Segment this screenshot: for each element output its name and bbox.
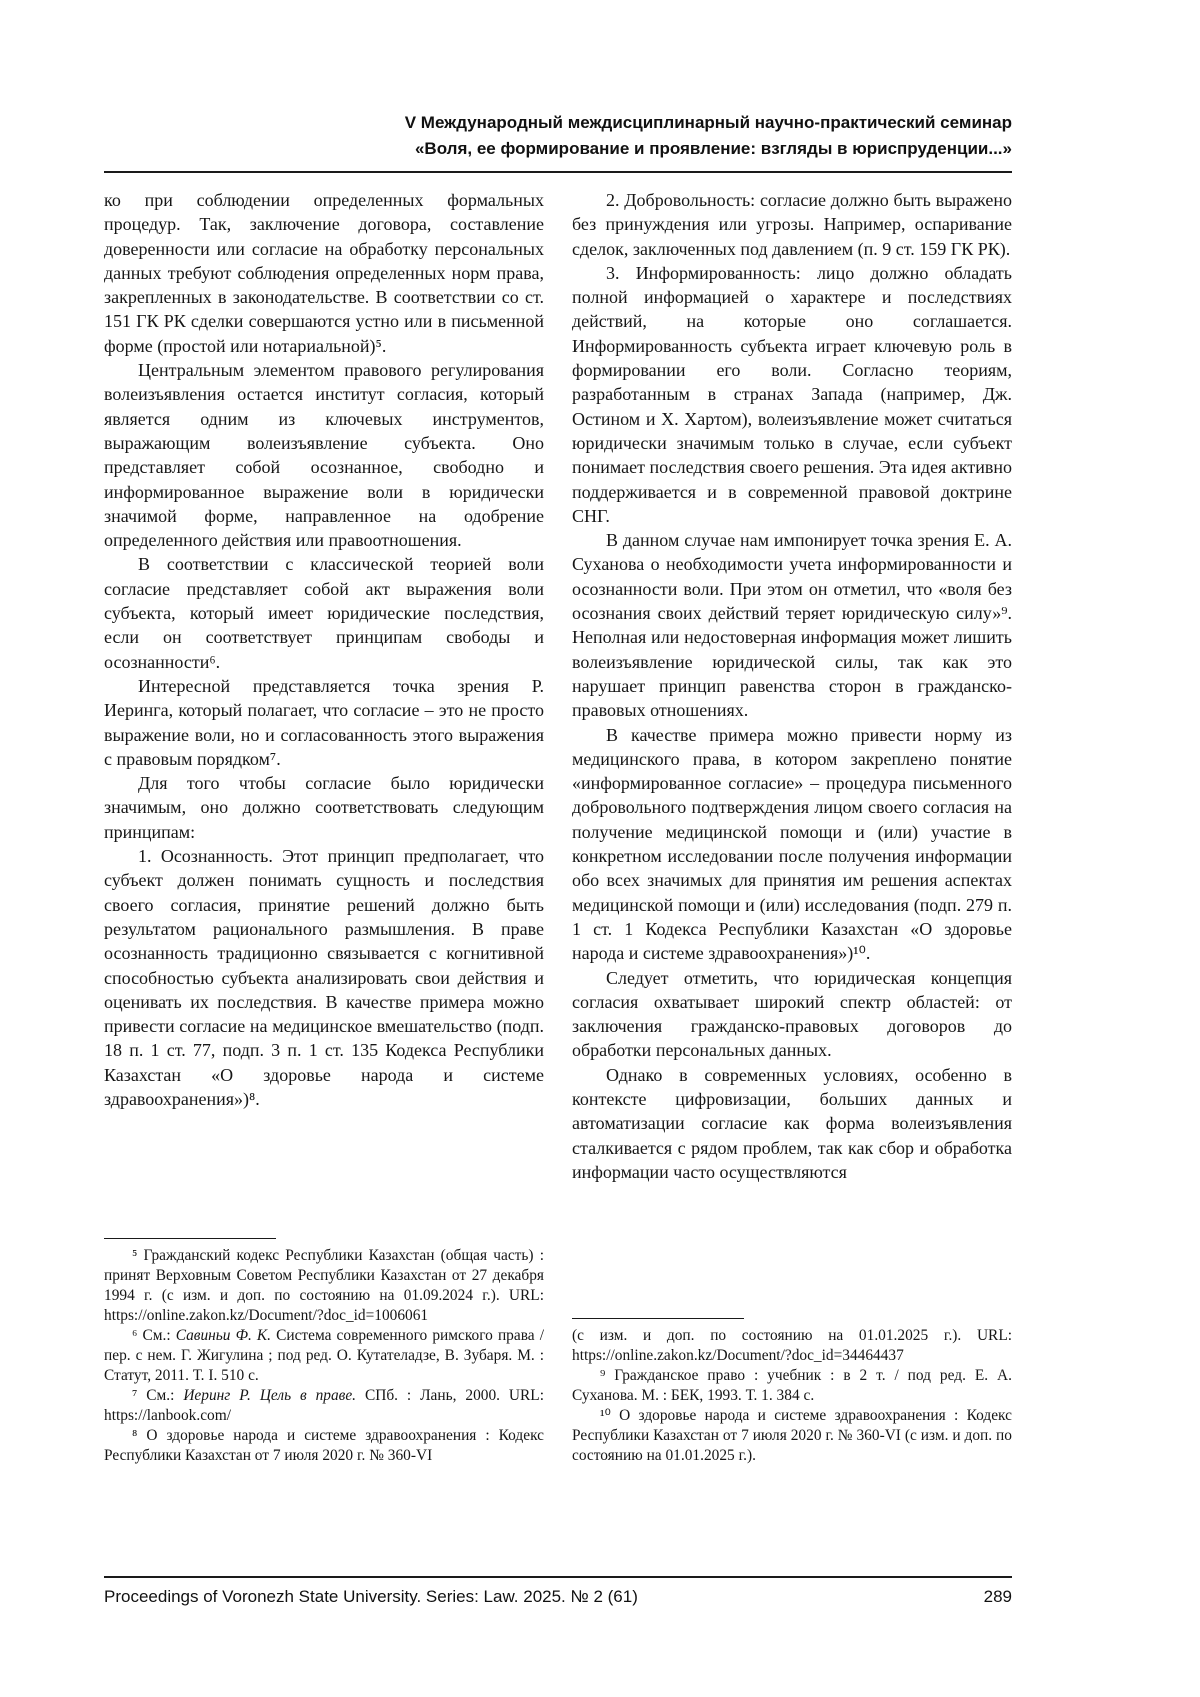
page-number: 289 bbox=[983, 1587, 1012, 1606]
header-line-2: «Воля, ее формирование и проявление: взгляды в юриспруденции...» bbox=[414, 139, 1012, 158]
footnote-text: Система современного римского права / пер. с нем. Г. Жигулина ; под ред. О. Кутателадзе, В. Зубаря. М. : Статут, 2011. Т. I. 510 с. bbox=[104, 1327, 544, 1384]
left-column bbox=[104, 188, 544, 1466]
column-body bbox=[104, 188, 544, 1111]
paragraph: Для того чтобы согласие было юридически значимым, оно должно соответствовать следующим принципам: bbox=[104, 773, 544, 842]
header-line-1: V Международный междисциплинарный научно-практический семинар bbox=[404, 113, 1012, 132]
footnotes bbox=[104, 1232, 544, 1466]
footnote-text: ⁹ Гражданское право : учебник : в 2 т. / под ред. Е. А. Суханова. М. : БЕК, 1993. Т. 1. 384 с. bbox=[572, 1367, 1012, 1404]
header-divider bbox=[104, 171, 1012, 173]
footnote-text: ⁶ См.: bbox=[132, 1327, 176, 1344]
paragraph: Центральным элементом правового регулирования волеизъявления остается институт согласия, который является одним из ключевых инструментов, выражающим волеизъявление субъекта. Оно представляет собой осознанное, свободно и информированное выражение воли в юридически значимой форме, направленное на одобрение определенного действия или правоотношения. bbox=[104, 360, 544, 551]
page-content bbox=[104, 110, 1012, 1466]
paragraph: Однако в современных условиях, особенно в контексте цифровизации, больших данных и автоматизации согласие как форма волеизъявления сталкивается с рядом проблем, так как сбор и обработка информации часто осуществляются bbox=[572, 1064, 1012, 1182]
running-header bbox=[104, 110, 1012, 162]
footnote bbox=[572, 1366, 1012, 1406]
footnote-divider bbox=[104, 1238, 276, 1239]
paragraph: В соответствии с классической теорией воли согласие представляет собой акт выражения воли субъекта, который имеет юридические последствия, если он соответствует принципам свободы и осознанности⁶. bbox=[104, 554, 544, 672]
paragraph: В качестве примера можно привести норму из медицинского права, в котором закреплено понятие «информированное согласие» – процедура письменного добровольного подтверждения лицом своего согласия на получение медицинской помощи и (или) участие в конкретном исследовании после получения информации обо всех значимых для принятия им решения аспектах медицинской помощи и (или) исследования (подп. 279 п. 1 ст. 1 Кодекса Республики Казахстан «О здоровье народа и системе здравоохранения»)¹⁰. bbox=[572, 724, 1012, 964]
footnote bbox=[104, 1426, 544, 1466]
paragraph: В данном случае нам импонирует точка зрения Е. А. Суханова о необходимости учета информированности и осознанности воли. При этом он отметил, что «воля без осознания своих действий теряет юридическую силу»⁹. Неполная или недостоверная информация может лишить волеизъявление юридической силы, так как это нарушает принцип равенства сторон в гражданско-правовых отношениях. bbox=[572, 530, 1012, 721]
footnote-text: СПб. : Лань, 2000. URL: https://lanbook.com/ bbox=[104, 1387, 544, 1424]
footnote-text: (с изм. и доп. по состоянию на 01.01.2025 г.). URL: https://online.zakon.kz/Document/?doc_id=34464437 bbox=[572, 1327, 1012, 1364]
footnote bbox=[104, 1386, 544, 1426]
page-footer bbox=[104, 1576, 1012, 1607]
footnotes bbox=[572, 1312, 1012, 1466]
text-columns bbox=[104, 188, 1012, 1466]
footnote bbox=[572, 1326, 1012, 1366]
footnote-italic-text: Савиньи Ф. К. bbox=[175, 1327, 271, 1344]
right-column bbox=[572, 188, 1012, 1466]
footnote-list bbox=[572, 1326, 1012, 1466]
paragraph: 1. Осознанность. Этот принцип предполагает, что субъект должен понимать сущность и последствия своего согласия, принятие решений должно быть результатом рационального размышления. В праве осознанность традиционно связывается с когнитивной способностью субъекта анализировать свои действия и оценивать их последствия. В качестве примера можно привести согласие на медицинское вмешательство (подп. 18 п. 1 ст. 77, подп. 3 п. 1 ст. 135 Кодекса Республики Казахстан «О здоровье народа и системе здравоохранения»)⁸. bbox=[104, 846, 544, 1109]
footnote bbox=[572, 1406, 1012, 1466]
footnote-text: ⁵ Гражданский кодекс Республики Казахстан (общая часть) : принят Верховным Советом Республики Казахстан от 27 декабря 1994 г. (с изм. и доп. по состоянию на 01.09.2024 г.). URL: https://online.zakon.kz/Document/?doc_id=1006061 bbox=[104, 1247, 544, 1324]
footnote-italic-text: Иеринг Р. Цель в праве. bbox=[183, 1387, 357, 1404]
footnote-text: ¹⁰ О здоровье народа и системе здравоохранения : Кодекс Республики Казахстан от 7 июля 2020 г. № 360-VI (с изм. и доп. по состоянию на 01.01.2025 г.). bbox=[572, 1407, 1012, 1464]
paragraph: Следует отметить, что юридическая концепция согласия охватывает широкий спектр областей: от заключения гражданско-правовых договоров до обработки персональных данных. bbox=[572, 967, 1012, 1061]
footnote-list bbox=[104, 1246, 544, 1466]
footnote bbox=[104, 1246, 544, 1326]
footnote-text: ⁸ О здоровье народа и системе здравоохранения : Кодекс Республики Казахстан от 7 июля 2020 г. № 360-VI bbox=[104, 1427, 544, 1464]
column-body bbox=[572, 188, 1012, 1184]
paragraph: ко при соблюдении определенных формальных процедур. Так, заключение договора, составление доверенности или согласие на обработку персональных данных требуют соблюдения определенных норм права, закрепленных в законодательстве. В соответствии со ст. 151 ГК РК сделки совершаются устно или в письменной форме (простой или нотариальной)⁵. bbox=[104, 190, 544, 356]
paragraph: 2. Добровольность: согласие должно быть выражено без принуждения или угрозы. Например, оспаривание сделок, заключенных под давлением (п. 9 ст. 159 ГК РК). bbox=[572, 190, 1012, 259]
paragraph: Интересной представляется точка зрения Р. Иеринга, который полагает, что согласие – это не просто выражение воли, но и согласованность этого выражения с правовым порядком⁷. bbox=[104, 675, 544, 769]
paragraph: 3. Информированность: лицо должно обладать полной информацией о характере и последствиях действий, на которые оно соглашается. Информированность субъекта играет ключевую роль в формировании его воли. Согласно теориям, разработанным в странах Запада (например, Дж. Остином и Х. Хартом), волеизъявление может считаться юридически значимым только в случае, если субъект понимает последствия своего решения. Эта идея активно поддерживается и в современной правовой доктрине СНГ. bbox=[572, 262, 1012, 526]
footnote bbox=[104, 1326, 544, 1386]
journal-title: Proceedings of Voronezh State University. Series: Law. 2025. № 2 (61) bbox=[104, 1587, 638, 1606]
footnote-divider bbox=[572, 1318, 744, 1319]
footnote-text: ⁷ См.: bbox=[132, 1387, 184, 1404]
